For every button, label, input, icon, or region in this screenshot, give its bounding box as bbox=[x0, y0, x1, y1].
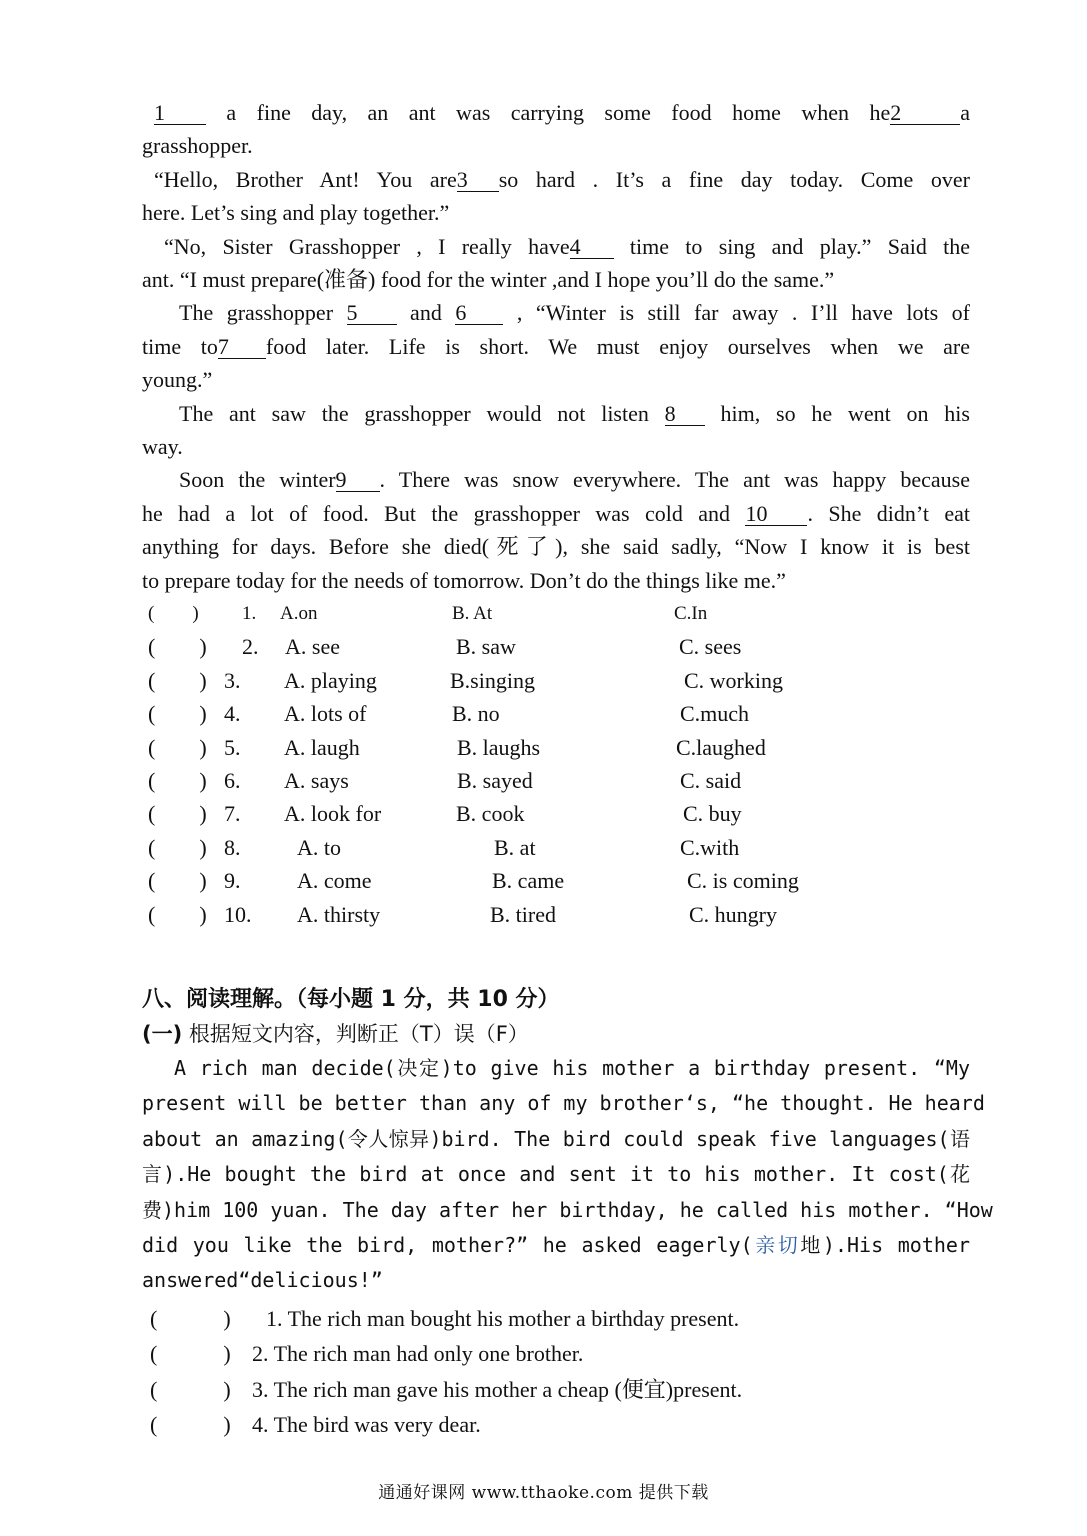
statement-text: 4. The bird was very dear. bbox=[252, 1412, 481, 1438]
option-c: C. buy bbox=[683, 801, 742, 827]
choice-question bbox=[142, 731, 970, 764]
statement-text: 2. The rich man had only one brother. bbox=[252, 1341, 584, 1367]
passage-line: A rich man decide(决定)to give his mother a birthday present. “My bbox=[174, 1056, 970, 1080]
option-c: C.laughed bbox=[676, 734, 766, 760]
option-b: B. tired bbox=[490, 901, 556, 927]
option-c: C.with bbox=[680, 834, 740, 860]
true-false-item bbox=[142, 1301, 970, 1337]
question-number: 10. bbox=[224, 901, 252, 927]
question-number: 9. bbox=[224, 868, 241, 894]
option-b: B. sayed bbox=[457, 768, 533, 794]
answer-paren[interactable]: ( ) bbox=[148, 701, 207, 727]
passage-line: Soon the winter9 . There was snow everywhere. The ant was happy because bbox=[179, 467, 970, 493]
option-a: A. see bbox=[285, 634, 340, 660]
option-a: A. to bbox=[297, 834, 341, 860]
answer-paren[interactable]: ( ) bbox=[148, 634, 207, 660]
statement-text: 1. The rich man bought his mother a birthday present. bbox=[266, 1305, 740, 1331]
answer-paren[interactable]: ( ) bbox=[150, 1341, 231, 1367]
page-footer: 通通好课网 www.tthaoke.com 提供下载 bbox=[378, 1483, 709, 1503]
passage-line: anything for days. Before she died(死了), she said sadly, “Now I know it is best bbox=[142, 534, 970, 560]
passage-line: time to7 food later. Life is short. We must enjoy ourselves when we are bbox=[142, 333, 971, 359]
blank: 4 bbox=[570, 236, 614, 259]
option-c: C. working bbox=[684, 667, 783, 693]
option-a: A. come bbox=[297, 868, 372, 894]
question-number: 1. bbox=[242, 603, 257, 625]
question-number: 6. bbox=[224, 768, 241, 794]
blank: 3 bbox=[457, 169, 499, 192]
option-a: A. thirsty bbox=[297, 901, 381, 927]
passage-line: about an amazing(令人惊异)bird. The bird could speak five languages(语 bbox=[142, 1126, 970, 1151]
question-number: 2. bbox=[242, 634, 259, 660]
passage-line: “Hello, Brother Ant! You are3 so hard . It’s a fine day today. Come over bbox=[154, 166, 970, 192]
statement-text: 3. The rich man gave his mother a cheap (便宜)present. bbox=[252, 1376, 743, 1402]
choice-question bbox=[142, 864, 970, 897]
choice-question bbox=[142, 664, 970, 697]
true-false-list bbox=[142, 1301, 970, 1443]
choice-question bbox=[142, 597, 970, 630]
answer-paren[interactable]: ( ) bbox=[150, 1305, 231, 1331]
subsection-heading: (一) 根据短文内容，判断正（T）误（F） bbox=[142, 1022, 529, 1046]
passage-line: present will be better than any of my brother‘s, “he thought. He heard bbox=[142, 1091, 985, 1116]
question-number: 7. bbox=[224, 801, 241, 827]
option-a: A. lots of bbox=[284, 701, 367, 727]
passage-line: to prepare today for the needs of tomorrow. Don’t do the things like me.” bbox=[142, 567, 786, 593]
question-number: 8. bbox=[224, 834, 241, 860]
choice-question bbox=[142, 697, 970, 730]
option-b: B. no bbox=[452, 701, 500, 727]
true-false-item bbox=[142, 1372, 970, 1408]
passage-line: 费)him 100 yuan. The day after her birthday, he called his mother. “How bbox=[142, 1197, 993, 1222]
choice-question bbox=[142, 831, 970, 864]
choice-question bbox=[142, 630, 970, 663]
answer-paren[interactable]: ( ) bbox=[148, 901, 207, 927]
option-b: B. laughs bbox=[457, 734, 541, 760]
document-page bbox=[142, 96, 993, 1443]
choice-question bbox=[142, 797, 970, 830]
option-a: A. says bbox=[284, 768, 349, 794]
blank: 10 bbox=[745, 503, 807, 526]
passage-line: young.” bbox=[142, 367, 213, 393]
option-b: B.singing bbox=[450, 667, 535, 693]
cloze-passage bbox=[142, 96, 970, 597]
option-c: C.much bbox=[680, 701, 750, 727]
question-number: 5. bbox=[224, 734, 241, 760]
option-a: A. laugh bbox=[284, 734, 360, 760]
true-false-item bbox=[142, 1336, 970, 1372]
section-title: 八、阅读理解。（每小题 1 分，共 10 分） bbox=[142, 987, 560, 1012]
passage-line: grasshopper. bbox=[142, 133, 253, 159]
option-b: B. At bbox=[452, 603, 493, 625]
option-b: B. saw bbox=[456, 634, 516, 660]
passage-line: way. bbox=[142, 434, 183, 460]
reading-passage bbox=[142, 1051, 993, 1299]
answer-paren[interactable]: ( ) bbox=[148, 801, 207, 827]
answer-paren[interactable]: ( ) bbox=[148, 868, 207, 894]
blank: 6 bbox=[455, 302, 503, 325]
blank: 7 bbox=[218, 336, 266, 359]
passage-line: The ant saw the grasshopper would not listen 8 him, so he went on his bbox=[179, 400, 970, 426]
option-c: C. is coming bbox=[687, 868, 799, 894]
blank: 9 bbox=[336, 469, 380, 492]
passage-line: did you like the bird, mother?” he asked eagerly(亲切地).His mother bbox=[142, 1233, 971, 1258]
passage-line: answered“delicious!” bbox=[142, 1268, 383, 1293]
question-number: 3. bbox=[224, 667, 241, 693]
option-c: C.In bbox=[674, 603, 708, 625]
answer-paren[interactable]: ( ) bbox=[148, 667, 207, 693]
blank: 1 bbox=[154, 102, 206, 125]
answer-paren[interactable]: ( ) bbox=[150, 1412, 231, 1438]
option-b: B. at bbox=[494, 834, 536, 860]
true-false-item bbox=[142, 1407, 970, 1443]
passage-line: The grasshopper 5 and 6 , “Winter is still far away . I’ll have lots of bbox=[179, 300, 970, 326]
option-b: B. came bbox=[492, 868, 565, 894]
answer-paren[interactable]: ( ) bbox=[148, 603, 199, 625]
passage-line: here. Let’s sing and play together.” bbox=[142, 200, 450, 226]
option-c: C. sees bbox=[679, 634, 742, 660]
option-a: A. look for bbox=[284, 801, 382, 827]
passage-line: he had a lot of food. But the grasshopper was cold and 10 . She didn’t eat bbox=[142, 500, 971, 526]
answer-paren[interactable]: ( ) bbox=[150, 1376, 231, 1402]
answer-paren[interactable]: ( ) bbox=[148, 734, 207, 760]
blank: 8 bbox=[665, 403, 705, 426]
blank: 5 bbox=[347, 302, 397, 325]
blank: 2 bbox=[890, 102, 960, 125]
passage-line: “No, Sister Grasshopper , I really have4 time to sing and play.” Said the bbox=[164, 233, 970, 259]
passage-line: 言).He bought the bird at once and sent it to his mother. It cost(花 bbox=[142, 1162, 970, 1187]
option-a: A. playing bbox=[284, 667, 377, 693]
option-c: C. said bbox=[680, 768, 742, 794]
option-a: A.on bbox=[280, 603, 318, 625]
choice-question bbox=[142, 764, 970, 797]
passage-line: 1 a fine day, an ant was carrying some food home when he2 a bbox=[154, 100, 970, 125]
answer-paren[interactable]: ( ) bbox=[148, 768, 207, 794]
answer-paren[interactable]: ( ) bbox=[148, 834, 207, 860]
question-number: 4. bbox=[224, 701, 241, 727]
passage-line: ant. “I must prepare(准备) food for the winter ,and I hope you’ll do the same.” bbox=[142, 267, 835, 293]
option-b: B. cook bbox=[456, 801, 525, 827]
choice-question-list bbox=[142, 597, 970, 931]
choice-question bbox=[142, 898, 970, 931]
option-c: C. hungry bbox=[689, 901, 777, 927]
